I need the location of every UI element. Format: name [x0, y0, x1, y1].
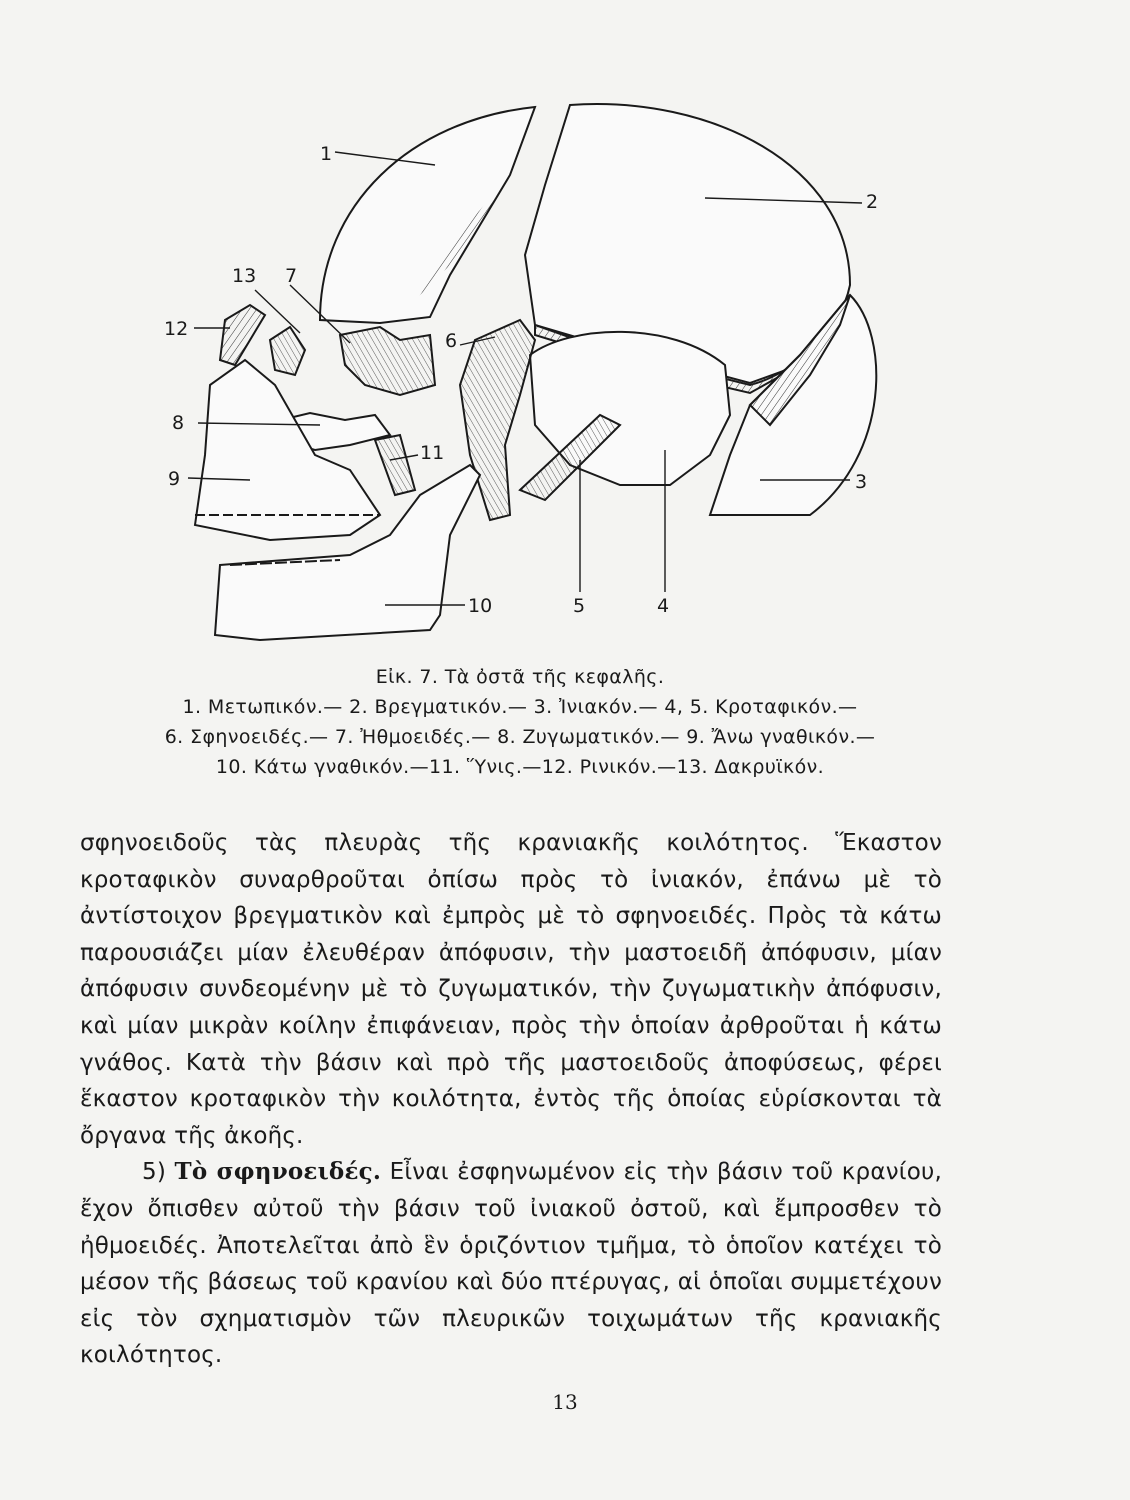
paragraph-sphenoid: [80, 1154, 942, 1374]
label-sphenoid: 6: [445, 330, 458, 352]
frontal-bone: [320, 107, 535, 323]
ethmoid-bone: [340, 327, 435, 395]
label-maxilla: 9: [168, 468, 181, 490]
label-temporal-5: 5: [573, 595, 586, 617]
figure-caption: [105, 662, 935, 782]
vomer-bone: [375, 435, 415, 495]
label-ethmoid: 7: [285, 265, 298, 287]
label-temporal-4: 4: [657, 595, 670, 617]
nasal-bone: [220, 305, 265, 365]
maxilla-bone: [195, 360, 380, 540]
skull-figure: [150, 95, 910, 665]
label-zygomatic: 8: [172, 412, 185, 434]
section-number: 5): [142, 1159, 167, 1186]
section-body: Εἶναι ἐσφηνωμένον εἰς τὴν βάσιν τοῦ κρανίου, ἔχον ὄπισθεν αὐτοῦ τὴν βάσιν τοῦ ἰνιακοῦ ὀστοῦ, καὶ ἔμπροσθεν τὸ ἠθμοειδές. Ἀποτελεῖται ἀπὸ ἓν ὁριζόντιον τμῆμα, τὸ ὁποῖον κατέχει τὸ μέσον τῆς βάσεως τοῦ κρανίου καὶ δύο πτέρυγας, αἱ ὁποῖαι συμμετέχουν εἰς τὸν σχηματισμὸν τῶν πλευρικῶν τοιχωμάτων τῆς κρανιακῆς κοιλότητος.: [80, 1159, 943, 1369]
label-frontal: 1: [320, 143, 333, 165]
lacrimal-bone: [270, 327, 305, 375]
label-lacrimal: 13: [232, 265, 257, 287]
paragraph-temporal: σφηνοειδοῦς τὰς πλευρὰς τῆς κρανιακῆς κοιλότητος. Ἕκαστον κροταφικὸν συναρθροῦται ὀπίσω πρὸς τὸ ἰνιακόν, ἐπάνω μὲ τὸ ἀντίστοιχον βρεγματικὸν καὶ ἐμπρὸς μὲ τὸ σφηνοειδές. Πρὸς τὰ κάτω παρουσιάζει μίαν ἐλευθέραν ἀπόφυσιν, τὴν μαστοειδῆ ἀπόφυσιν, μίαν ἀπόφυσιν συνδεομένην μὲ τὸ ζυγωματικόν, τὴν ζυγωματικὴν ἀπόφυσιν, καὶ μίαν μικρὰν κοίλην ἐπιφάνειαν, πρὸς τὴν ὁποίαν ἀρθροῦται ἡ κάτω γνάθος. Κατὰ τὴν βάσιν καὶ πρὸ τῆς μαστοειδοῦς ἀποφύσεως, φέρει ἕκαστον κροταφικὸν τὴν κοιλότητα, ἐντὸς τῆς ὁποίας εὑρίσκονται τὰ ὄργανα τῆς ἀκοῆς.: [80, 830, 942, 1149]
label-nasal: 12: [164, 318, 189, 340]
label-vomer: 11: [420, 442, 445, 464]
caption-line: 6. Σφηνοειδές.— 7. Ἠθμοειδές.— 8. Ζυγωματικόν.— 9. Ἄνω γναθικόν.—: [164, 726, 876, 748]
page-number: 13: [552, 1390, 578, 1414]
caption-title: Εἰκ. 7. Τὰ ὀστᾶ τῆς κεφαλῆς.: [375, 666, 665, 688]
exploded-skull-illustration: [150, 95, 910, 665]
caption-line: 10. Κάτω γναθικόν.—11. Ὕνις.—12. Ρινικόν.—13. Δακρυϊκόν.: [215, 756, 825, 778]
section-heading: Τὸ σφηνοειδές.: [174, 1158, 382, 1186]
caption-line: 1. Μετωπικόν.— 2. Βρεγματικόν.— 3. Ἰνιακόν.— 4, 5. Κροταφικόν.—: [182, 696, 858, 718]
label-occipital: 3: [855, 471, 868, 493]
label-parietal: 2: [866, 191, 879, 213]
label-mandible: 10: [468, 595, 493, 617]
body-text: [80, 825, 942, 1374]
